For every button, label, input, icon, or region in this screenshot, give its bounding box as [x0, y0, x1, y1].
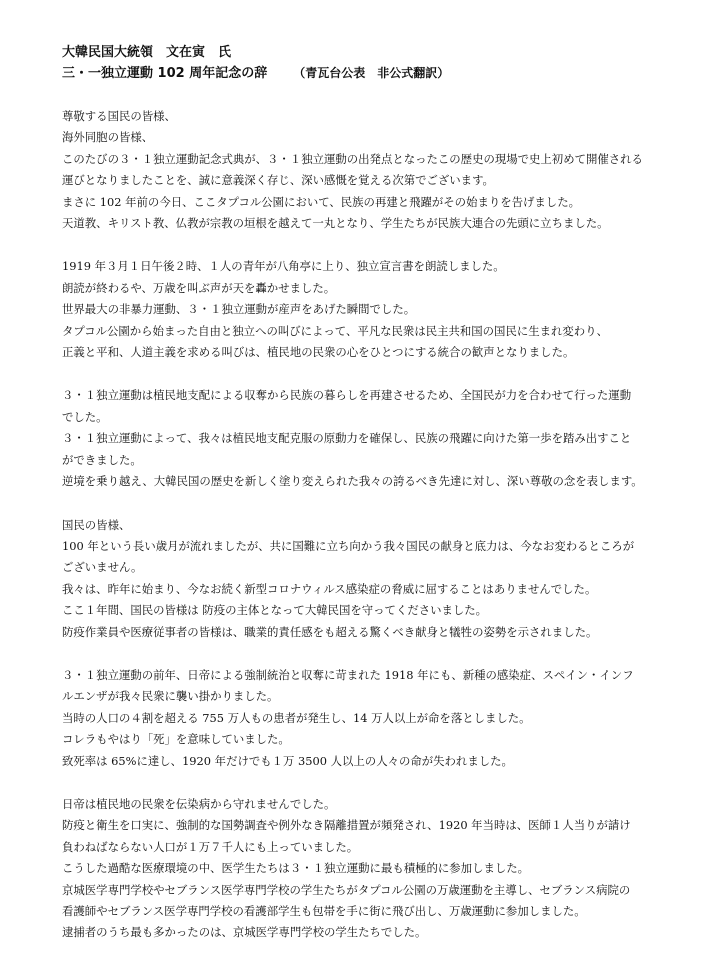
text-line: ３・１独立運動によって、我々は植民地支配克服の原動力を確保し、民族の飛躍に向けた第一歩を踏み出すこと [62, 431, 632, 446]
paragraph [62, 385, 672, 492]
text-line: 致死率は 65%に達し、1920 年だけでも１万 3500 人以上の人々の命が失われました。 [62, 753, 513, 768]
text-line: ３・１独立運動は植民地支配による収奪から民族の暮らしを再建させるため、全国民が力を合わせて行った運動 [62, 388, 632, 403]
paragraph [62, 794, 672, 944]
paragraph [62, 256, 672, 363]
text-line: 防疫作業員や医療従事者の皆様は、職業的責任感をも超える驚くべき献身と犠牲の姿勢を示されました。 [62, 624, 598, 639]
text-line: 看護師やセブランス医学専門学校の看護部学生も包帯を手に街に飛び出し、万歳運動に参加しました。 [62, 904, 586, 918]
document-page [62, 42, 672, 966]
text-line: 世界最大の非暴力運動、３・１独立運動が産声をあげた瞬間でした。 [62, 302, 416, 317]
text-line: ございません。 [62, 560, 143, 575]
text-line: こうした過酷な医療環境の中、医学生たちは３・１独立運動に最も積極的に参加しました。 [62, 861, 530, 876]
text-line: 逮捕者のうち最も多かったのは、京城医学専門学校の学生たちでした。 [62, 925, 427, 940]
text-line: 国民の皆様、 [62, 517, 131, 532]
text-line: 我々は、昨年に始まり、今なお続く新型コロナウィルス感染症の脅威に屈することはありませんでした。 [62, 581, 597, 596]
text-line: 朗読が終わるや、万歳を叫ぶ声が天を轟かせました。 [62, 280, 336, 295]
text-line: 逆境を乗り越え、大韓民国の歴史を新しく塗り変えられた我々の誇るべき先達に対し、深い尊敬の念を表します。 [62, 474, 643, 489]
text-line: 尊敬する国民の皆様、 [62, 109, 176, 123]
text-line: 海外同胞の皆様、 [62, 130, 154, 145]
text-line: 天道教、キリスト教、仏教が宗教の垣根を越えて一丸となり、学生たちが民族大連合の先頭に立ちました。 [62, 216, 609, 231]
text-line: 当時の人口の４割を超える 755 万人もの患者が発生し、14 万人以上が命を落としました。 [62, 710, 531, 725]
text-line: 負わねばならない人口が１万７千人にも上っていました。 [62, 839, 359, 854]
text-line: コレラもやはり「死」を意味していました。 [62, 732, 290, 747]
text-line: 100 年という長い歳月が流れましたが、共に国難に立ち向かう我々国民の献身と底力は、今なお変わるところが [62, 538, 635, 553]
text-line: ができました。 [62, 452, 142, 467]
paragraph [62, 106, 672, 234]
paragraph [62, 515, 672, 643]
text-line: 日帝は植民地の民衆を伝染病から守れませんでした。 [62, 796, 336, 811]
text-line: タプコル公園から始まった自由と独立への叫びによって、平凡な民衆は民主共和国の国民に生まれ変わり、 [62, 323, 608, 338]
text-line: ３・１独立運動の前年、日帝による強制統治と収奪に苛まれた 1918 年にも、新種の感染症、スペイン・インフ [62, 667, 634, 682]
speech-body [62, 106, 672, 944]
document-title [62, 63, 672, 84]
text-line: まさに 102 年前の今日、ここタプコル公園において、民族の再建と飛躍がその始まりを告げました。 [62, 194, 580, 209]
text-line: ルエンザが我々民衆に襲い掛かりました。 [62, 689, 279, 704]
paragraph [62, 665, 672, 772]
text-line: でした。 [62, 409, 108, 424]
document-title-author: 大韓民国大統領 文在寅 氏 [62, 45, 232, 60]
document-title-text: 三・一独立運動 102 周年記念の辞 [62, 66, 268, 81]
text-line: 運びとなりましたことを、誠に意義深く存じ、深い感慨を覚える次第でございます。 [62, 173, 494, 188]
text-line: 防疫と衛生を口実に、強制的な国勢調査や例外なき隔離措置が頻発され、1920 年当時は、医師１人当りが請け [62, 818, 631, 833]
text-line: 京城医学専門学校やセブランス医学専門学校の学生たちがタプコル公園の万歳運動を主導し、セブランス病院の [62, 882, 631, 897]
text-line: このたびの３・１独立運動記念式典が、３・１独立運動の出発点となったこの歴史の現場で史上初めて開催される [62, 151, 643, 166]
text-line: ここ１年間、国民の皆様は 防疫の主体となって大韓民国を守ってくださいました。 [62, 603, 488, 618]
translation-note: （青瓦台公表 非公式翻訳） [293, 66, 450, 80]
text-line: 1919 年３月１日午後２時、１人の青年が八角亭に上り、独立宣言書を朗読しました。 [62, 259, 505, 274]
text-line: 正義と平和、人道主義を求める叫びは、植民地の民衆の心をひとつにする統合の歓声となりました。 [62, 345, 575, 360]
